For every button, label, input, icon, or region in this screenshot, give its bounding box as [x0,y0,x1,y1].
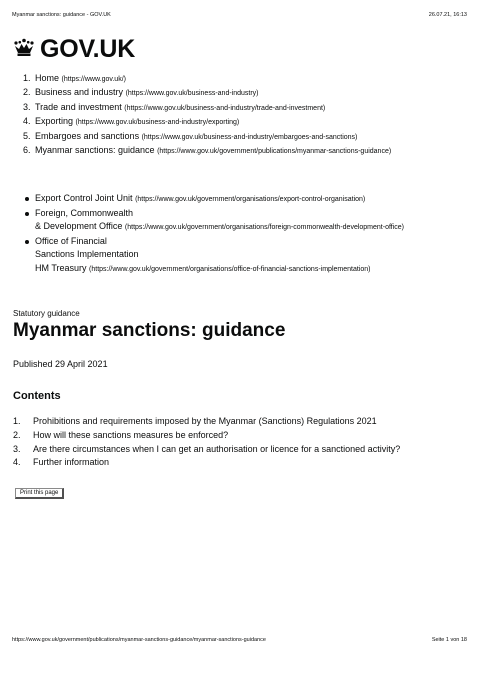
organisation-name-line[interactable]: Sanctions Implementation [35,249,139,259]
print-footer-page: Seite 1 von 18 [431,637,467,643]
breadcrumb-number: 3. [23,101,31,112]
breadcrumb-number: 5. [23,130,31,141]
breadcrumb-body [24,130,391,144]
breadcrumb-link[interactable]: Home [35,73,60,83]
breadcrumb-link[interactable]: Myanmar sanctions: guidance [35,145,155,156]
breadcrumb-body [24,72,391,86]
organisation-body [24,207,404,235]
bullet-icon [25,197,29,201]
breadcrumb-link[interactable]: Exporting [35,116,74,127]
breadcrumb-link[interactable]: Embargoes and sanctions [35,130,140,141]
bullet-icon [25,240,29,244]
organisation-url: (https://www.gov.uk/government/organisations/office-of-financial-sanctions-implementation) [89,265,371,273]
print-button[interactable]: Print this page [15,488,64,499]
breadcrumb-url: (https://www.gov.uk/) [61,76,126,83]
organisation-body [24,235,404,277]
contents-link[interactable]: Are there circumstances when I can get an authorisation or licence for a sanctioned activity? [33,443,401,454]
bullet-icon [25,212,29,216]
breadcrumb-item[interactable] [24,101,391,115]
crown-icon [13,38,35,62]
document-type-caption: Statutory guidance [13,309,80,318]
breadcrumb-link[interactable]: Business and industry [35,87,124,98]
organisation-name-line[interactable]: & Development Office [35,221,123,231]
contents-item[interactable] [13,443,400,457]
breadcrumb-number: 6. [23,145,31,156]
organisation-url: (https://www.gov.uk/government/organisations/export-control-organisation) [135,196,366,203]
logo-text: GOV.UK [40,35,136,63]
breadcrumb-number: 2. [23,87,31,98]
print-header-title: Myanmar sanctions: guidance - GOV.UK [12,12,111,18]
print-header-datetime: 26.07.21, 16:13 [428,12,467,18]
breadcrumb-body [24,101,391,115]
breadcrumb-url: (https://www.gov.uk/business-and-industry/trade-and-investment) [124,104,326,112]
contents-link[interactable]: How will these sanctions measures be enforced? [33,429,229,440]
organisation-name-line[interactable]: Office of Financial [35,235,107,246]
breadcrumb [24,72,391,158]
contents-number: 2. [13,429,21,440]
breadcrumb-url: (https://www.gov.uk/business-and-industry/exporting) [75,119,240,127]
contents-number: 1. [13,416,21,426]
breadcrumb-link[interactable]: Trade and investment [35,101,122,112]
contents-list [13,415,400,470]
published-date: Published 29 April 2021 [13,359,108,369]
breadcrumb-body [24,144,391,158]
breadcrumb-item[interactable] [24,86,391,100]
organisation-url: (https://www.gov.uk/government/organisations/foreign-commonwealth-development-office) [124,224,405,231]
page-title: Myanmar sanctions: guidance [13,320,286,341]
breadcrumb-body [24,86,391,100]
contents-link[interactable]: Prohibitions and requirements imposed by the Myanmar (Sanctions) Regulations 2021 [33,416,377,426]
breadcrumb-number: 1. [23,73,31,83]
breadcrumb-url: (https://www.gov.uk/business-and-industry) [125,90,259,98]
breadcrumb-url: (https://www.gov.uk/government/publications/myanmar-sanctions-guidance) [157,148,392,156]
contents-number: 4. [13,457,21,468]
govuk-logo[interactable] [13,35,135,64]
contents-number: 3. [13,443,21,454]
breadcrumb-item[interactable] [24,115,391,129]
contents-link[interactable]: Further information [33,457,110,468]
contents-item[interactable] [13,429,400,443]
organisation-name-line[interactable]: Foreign, Commonwealth [35,207,134,218]
breadcrumb-number: 4. [23,116,31,127]
organisation-name-line[interactable]: Export Control Joint Unit [35,193,133,203]
breadcrumb-item[interactable] [24,130,391,144]
organisation-item[interactable] [24,207,404,235]
organisation-list [24,192,404,276]
breadcrumb-item[interactable] [24,144,391,158]
contents-item[interactable] [13,415,400,429]
organisation-body [24,192,404,207]
breadcrumb-body [24,115,391,129]
contents-heading: Contents [13,390,61,402]
breadcrumb-url: (https://www.gov.uk/business-and-industry/embargoes-and-sanctions) [141,133,358,141]
print-footer-url: https://www.gov.uk/government/publications/myanmar-sanctions-guidance/myanmar-sanctions-guidance [12,637,266,643]
breadcrumb-item[interactable] [24,72,391,86]
organisation-name-line[interactable]: HM Treasury [35,262,87,273]
contents-item[interactable] [13,456,400,470]
organisation-item[interactable] [24,235,404,277]
organisation-item[interactable] [24,192,404,207]
